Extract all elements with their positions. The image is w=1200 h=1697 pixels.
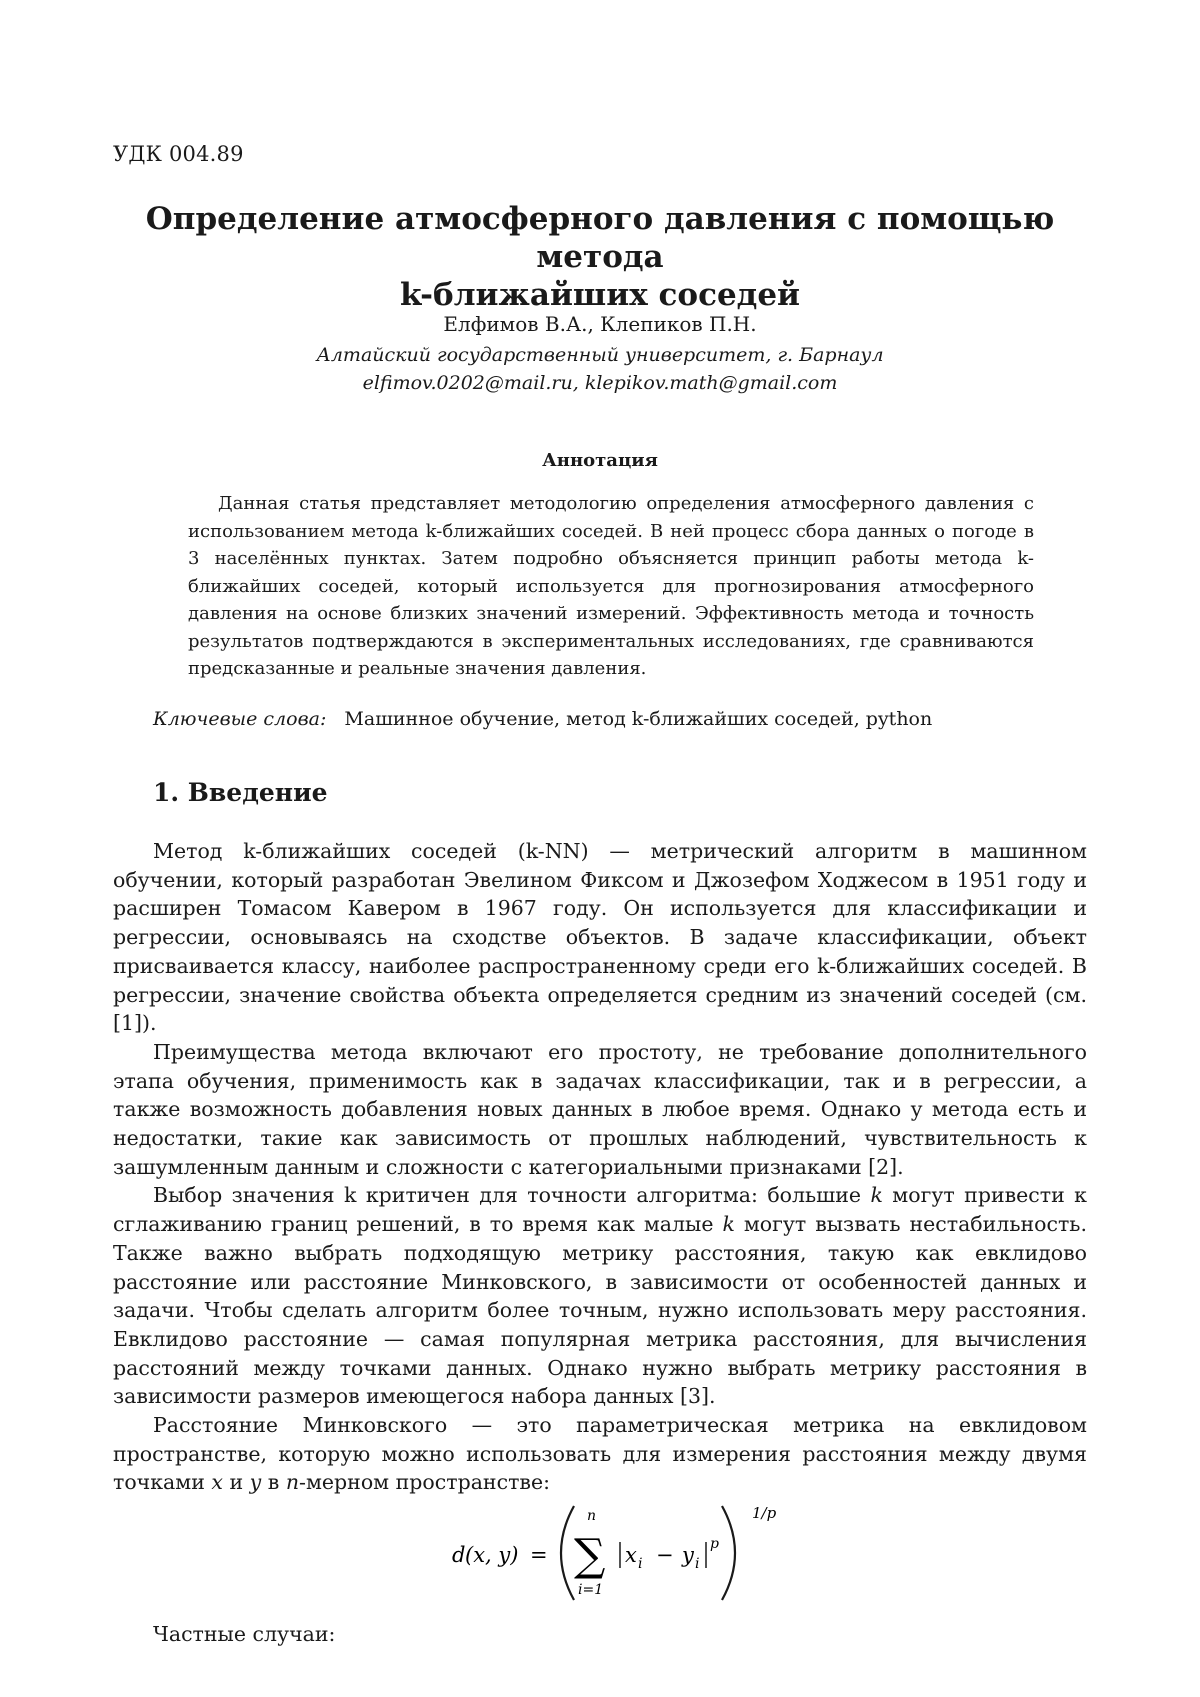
formula-outer-exponent: 1/p — [752, 1504, 777, 1522]
formula-sum-sign: ∑ — [574, 1530, 606, 1581]
formula-sum-upper: n — [587, 1508, 597, 1524]
paper-title-line-2: k-ближайших соседей — [399, 277, 801, 313]
special-cases-label: Частные случаи: — [153, 1622, 336, 1646]
paper-title — [100, 200, 1100, 314]
keywords — [153, 708, 932, 730]
author-names: Елфимов В.А., Клепиков П.Н. — [443, 312, 757, 336]
paragraph-2: Преимущества метода включают его простоту, не требование дополнительного этапа обучения, применимость как в задачах классификации, так и в регрессии, а также возможность добавления новых данных в любое время. Однако у метода есть и недостатки, такие как зависимость от прошлых наблюдений, чувствительность к зашумленным данным и сложности с категориальными признаками [2]. — [113, 1039, 1087, 1179]
p4-var-x: x — [211, 1470, 223, 1495]
formula-lhs-args: (x, y) — [465, 1543, 519, 1567]
section-body — [113, 837, 1087, 1497]
author-emails: elfimov.0202@mail.ru, klepikov.math@gmail.com — [362, 372, 838, 394]
formula-power-p: p — [710, 1536, 719, 1552]
paragraph-4 — [113, 1411, 1087, 1497]
paper-title-line-1: Определение атмосферного давления с помощью метода — [145, 201, 1055, 275]
p4-part-b: в — [261, 1470, 286, 1495]
formula-term-y-index: i — [695, 1556, 700, 1572]
p3-part-c: могут вызвать нестабильность. Также важно выбрать подходящую метрику расстояния, такую как евклидово расстояние или расстояние Минковского, в зависимости от особенностей данных и задачи. Чтобы сделать алгоритм более точным, нужно использовать меру расстояния. Евклидово расстояние — самая популярная метрика расстояния, для вычисления расстояний между точками данных. Однако нужно выбрать метрику расстояния в зависимости размеров имеющегося набора данных [3]. — [113, 1212, 1087, 1409]
p4-and: и — [222, 1470, 250, 1495]
author-affiliation: Алтайский государственный университет, г. Барнаул — [316, 344, 884, 366]
section-heading-introduction: 1. Введение — [153, 778, 328, 807]
p3-var-k: k — [870, 1183, 883, 1208]
formula-equals: = — [530, 1543, 548, 1567]
p3-part-a: Выбор значения k критичен для точности алгоритма: большие — [153, 1183, 871, 1208]
formula-left-paren — [561, 1506, 574, 1600]
udk-code: УДК 004.89 — [113, 142, 244, 166]
formula-term-y: y — [682, 1543, 694, 1567]
keywords-label: Ключевые слова: — [153, 708, 327, 730]
p3-var-k: k — [722, 1212, 735, 1237]
formula-right-paren — [722, 1506, 735, 1600]
p4-part-a: Расстояние Минковского — это параметрическая метрика на евклидовом пространстве, которую можно использовать для измерения расстояния между двумя точками — [113, 1413, 1087, 1495]
formula-sum-lower: i=1 — [578, 1582, 604, 1598]
abstract-heading: Аннотация — [542, 450, 658, 471]
formula-minus: − — [656, 1543, 674, 1567]
paragraph-1: Метод k-ближайших соседей (k-NN) — метрический алгоритм в машинном обучении, который разработан Эвелином Фиксом и Джозефом Ходжесом в 1951 году и расширен Томасом Кавером в 1967 году. Он используется для классификации и регрессии, основываясь на сходстве объектов. В задаче классификации, объект присваивается классу, наиболее распространенному среди его k-ближайших соседей. В регрессии, значение свойства объекта определяется средним из значений соседей (см. [1]). — [113, 839, 1087, 1036]
formula-term-x: x — [625, 1543, 637, 1567]
p4-var-n: n — [285, 1470, 300, 1495]
paragraph-3 — [113, 1181, 1087, 1411]
formula-term-x-index: i — [638, 1556, 643, 1572]
p4-part-c: -мерном пространстве: — [299, 1470, 551, 1495]
p3-part-b: могут привести к сглаживанию границ решений, в то время как малые — [113, 1183, 1087, 1237]
minkowski-formula — [0, 1498, 1200, 1608]
p4-var-y: y — [249, 1470, 262, 1495]
keywords-value: Машинное обучение, метод k-ближайших соседей, python — [344, 708, 933, 730]
formula-lhs-d: d — [452, 1543, 466, 1567]
abstract-text: Данная статья представляет методологию определения атмосферного давления с использованием метода k-ближайших соседей. В ней процесс сбора данных о погоде в 3 населённых пунктах. Затем подробно объясняется принцип работы метода k-ближайших соседей, который используется для прогнозирования атмосферного давления на основе близких значений измерений. Эффективность метода и точность результатов подтверждаются в экспериментальных исследованиях, где сравниваются предсказанные и реальные значения давления. — [188, 493, 1034, 679]
